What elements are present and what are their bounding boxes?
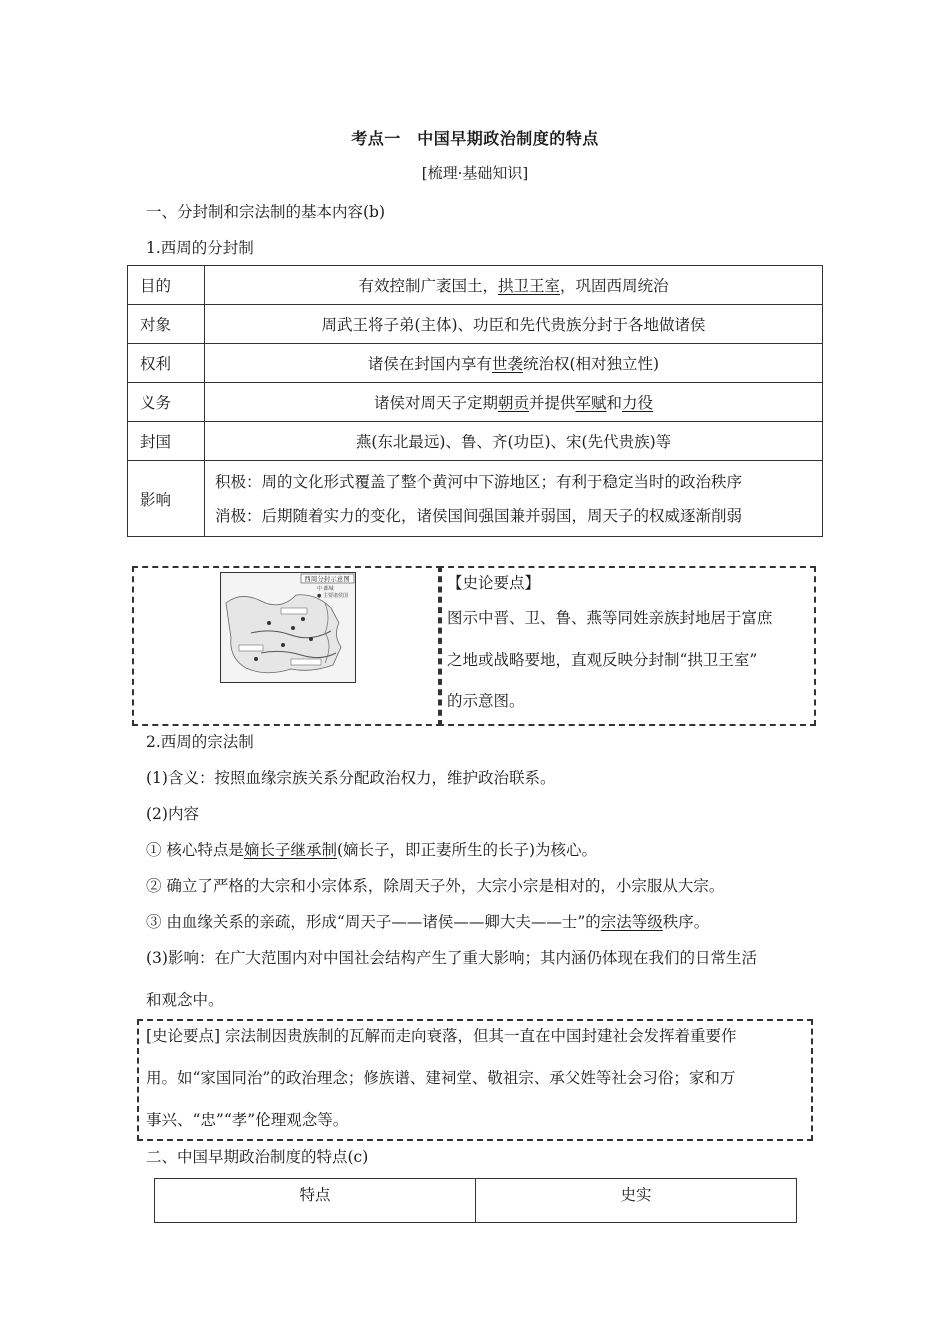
row-key: 义务	[128, 383, 205, 422]
section1-heading: 一、分封制和宗法制的基本内容(b)	[146, 203, 386, 221]
fengjian-table	[127, 265, 823, 537]
western-zhou-map	[220, 572, 356, 683]
map-illustration	[221, 573, 355, 682]
note-line: [史论要点] 宗法制因贵族制的瓦解而走向衰落，但其一直在中国封建社会发挥着重要作	[146, 1027, 737, 1045]
table-row	[128, 461, 823, 537]
table-header-row	[155, 1179, 797, 1223]
zongfa-point-2: ② 确立了严格的大宗和小宗体系，除周天子外，大宗小宗是相对的，小宗服从大宗。	[146, 877, 725, 895]
note-line: 事兴、“忠”“孝”伦理观念等。	[146, 1111, 349, 1129]
row-value	[205, 461, 823, 537]
positive-impact: 积极：周的文化形式覆盖了整个黄河中下游地区；有利于稳定当时的政治秩序	[215, 472, 743, 491]
map-legend-states: ● 主要诸侯国	[317, 593, 348, 599]
table-row	[128, 305, 823, 344]
features-table	[154, 1178, 797, 1223]
row-key: 权利	[128, 344, 205, 383]
negative-impact: 消极：后期随着实力的变化，诸侯国间强国兼并弱国，周天子的权威逐渐削弱	[215, 506, 743, 525]
page-subtitle: [梳理·基础知识]	[421, 164, 529, 182]
zongfa-point-3: ③ 由血缘关系的亲疏，形成“周天子——诸侯——卿大夫——士”的宗法等级秩序。	[146, 913, 710, 931]
row-key: 对象	[128, 305, 205, 344]
table-row	[128, 383, 823, 422]
header-cell: 特点	[155, 1179, 476, 1223]
zongfa-content-heading: (2)内容	[146, 805, 199, 823]
map-legend-capital: 中 都城	[317, 586, 334, 592]
header-cell: 史实	[476, 1179, 797, 1223]
zongfa-influence-cont: 和观念中。	[146, 991, 224, 1009]
zongfa-point-1: ① 核心特点是嫡长子继承制(嫡长子，即正妻所生的长子)为核心。	[146, 841, 598, 859]
key-points-line: 之地或战略要地，直观反映分封制“拱卫王室”	[447, 651, 758, 669]
row-value: 周武王将子弟(主体)、功臣和先代贵族分封于各地做诸侯	[205, 305, 823, 344]
zongfa-meaning: (1)含义：按照血缘宗族关系分配政治权力，维护政治联系。	[146, 769, 556, 787]
table-row	[128, 344, 823, 383]
row-value: 燕(东北最远)、鲁、齐(功臣)、宋(先代贵族)等	[205, 422, 823, 461]
fengjian-heading: 1.西周的分封制	[146, 239, 254, 257]
map-title: 西周分封示意图	[304, 575, 350, 583]
zongfa-heading: 2.西周的宗法制	[146, 733, 254, 751]
row-key: 影响	[128, 461, 205, 537]
key-points-line: 的示意图。	[447, 692, 525, 710]
note-line: 用。如“家国同治”的政治理念；修族谱、建祠堂、敬祖宗、承父姓等社会习俗；家和万	[146, 1069, 736, 1087]
row-value: 诸侯对周天子定期朝贡并提供军赋和力役	[205, 383, 823, 422]
table-row	[128, 422, 823, 461]
page-title: 考点一 中国早期政治制度的特点	[351, 129, 599, 148]
zongfa-influence: (3)影响：在广大范围内对中国社会结构产生了重大影响；其内涵仍体现在我们的日常生活	[146, 949, 757, 967]
row-value: 有效控制广袤国土，拱卫王室，巩固西周统治	[205, 266, 823, 305]
row-key: 目的	[128, 266, 205, 305]
row-key: 封国	[128, 422, 205, 461]
key-points-line: 图示中晋、卫、鲁、燕等同姓亲族封地居于富庶	[447, 609, 773, 627]
row-value: 诸侯在封国内享有世袭统治权(相对独立性)	[205, 344, 823, 383]
section2-heading: 二、中国早期政治制度的特点(c)	[146, 1148, 369, 1166]
table-row	[128, 266, 823, 305]
key-points-heading: 【史论要点】	[447, 574, 541, 592]
